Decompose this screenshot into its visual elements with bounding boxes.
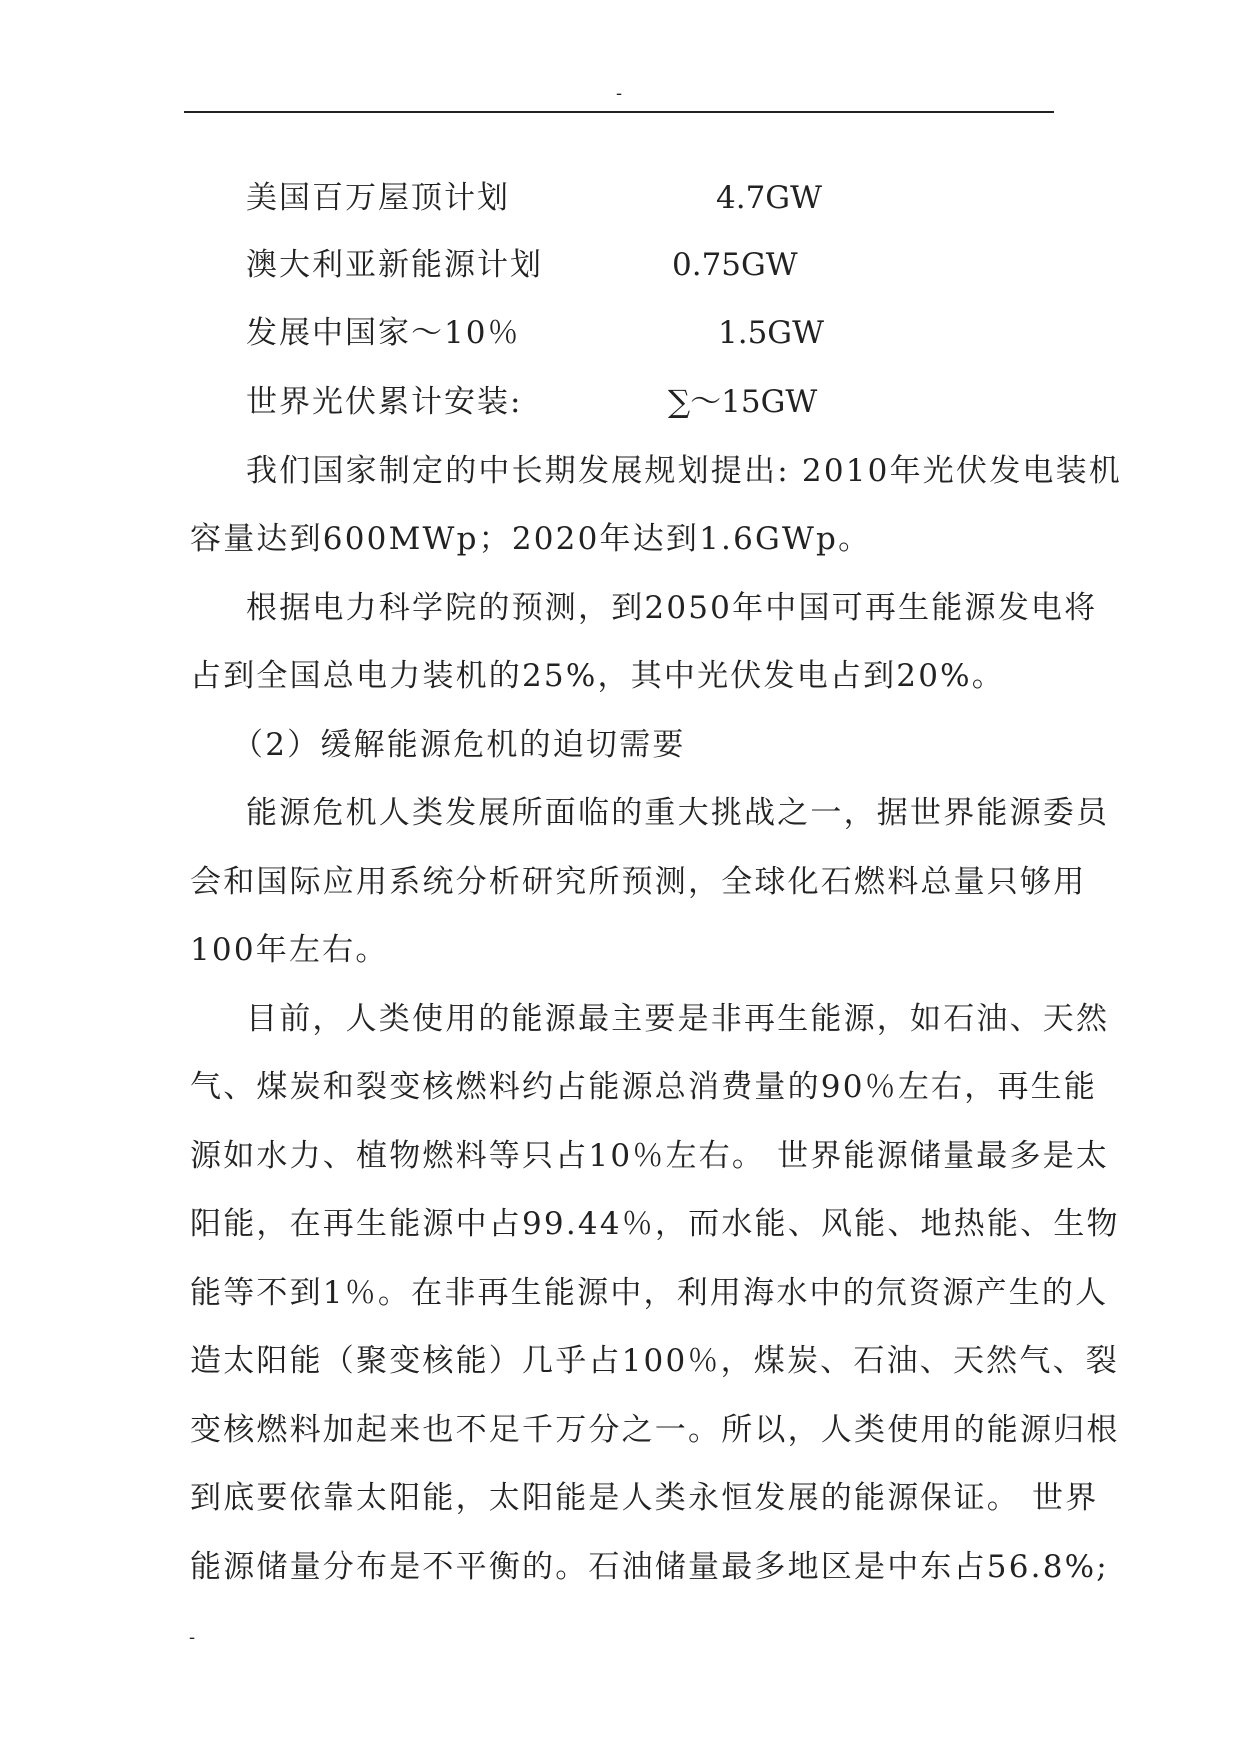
paragraph-4-line-9: 能源储量分布是不平衡的。石油储量最多地区是中东占56.8%;: [190, 1549, 1109, 1585]
paragraph-3-line-3: 100年左右。: [190, 932, 389, 968]
capacity-value-australia: 0.75GW: [672, 247, 798, 283]
page-header-mark: -: [616, 83, 623, 104]
paragraph-2-line-2: 占到全国总电力装机的25%，其中光伏发电占到20%。: [190, 658, 1006, 694]
paragraph-2-line-1: 根据电力科学院的预测，到2050年中国可再生能源发电将: [246, 590, 1098, 626]
paragraph-4-line-8: 到底要依靠太阳能，太阳能是人类永恒发展的能源保证。 世界: [190, 1480, 1099, 1516]
paragraph-4-line-4: 阳能，在再生能源中占99.44％，而水能、风能、地热能、生物: [190, 1206, 1120, 1242]
paragraph-4-line-1: 目前，人类使用的能源最主要是非再生能源，如石油、天然: [246, 1001, 1110, 1037]
capacity-label-developing: 发展中国家～10％: [246, 315, 521, 351]
paragraph-4-line-7: 变核燃料加起来也不足千万分之一。所以，人类使用的能源归根: [190, 1412, 1120, 1448]
paragraph-3-line-2: 会和国际应用系统分析研究所预测，全球化石燃料总量只够用: [190, 864, 1087, 900]
paragraph-4-line-3: 源如水力、植物燃料等只占10％左右。 世界能源储量最多是太: [190, 1138, 1110, 1174]
section-heading: （2）缓解能源危机的迫切需要: [232, 727, 686, 763]
capacity-label-world-total: 世界光伏累计安装:: [246, 384, 523, 420]
capacity-label-us: 美国百万屋顶计划: [246, 180, 510, 216]
header-rule: [184, 111, 1054, 113]
paragraph-4-line-2: 气、煤炭和裂变核燃料约占能源总消费量的90％左右，再生能: [190, 1069, 1098, 1105]
page-footer-mark: -: [189, 1627, 196, 1648]
capacity-value-developing: 1.5GW: [718, 315, 824, 351]
capacity-value-us: 4.7GW: [716, 180, 822, 216]
capacity-label-australia: 澳大利亚新能源计划: [246, 247, 543, 283]
paragraph-1-line-2: 容量达到600MWp；2020年达到1.6GWp。: [190, 521, 872, 557]
paragraph-4-line-6: 造太阳能（聚变核能）几乎占100％，煤炭、石油、天然气、裂: [190, 1343, 1119, 1379]
paragraph-4-line-5: 能等不到1％。在非再生能源中，利用海水中的氘资源产生的人: [190, 1275, 1109, 1311]
paragraph-1-line-1: 我们国家制定的中长期发展规划提出: 2010年光伏发电装机: [246, 453, 1122, 489]
capacity-value-world-total: ∑～15GW: [668, 384, 818, 420]
paragraph-3-line-1: 能源危机人类发展所面临的重大挑战之一，据世界能源委员: [246, 795, 1110, 831]
